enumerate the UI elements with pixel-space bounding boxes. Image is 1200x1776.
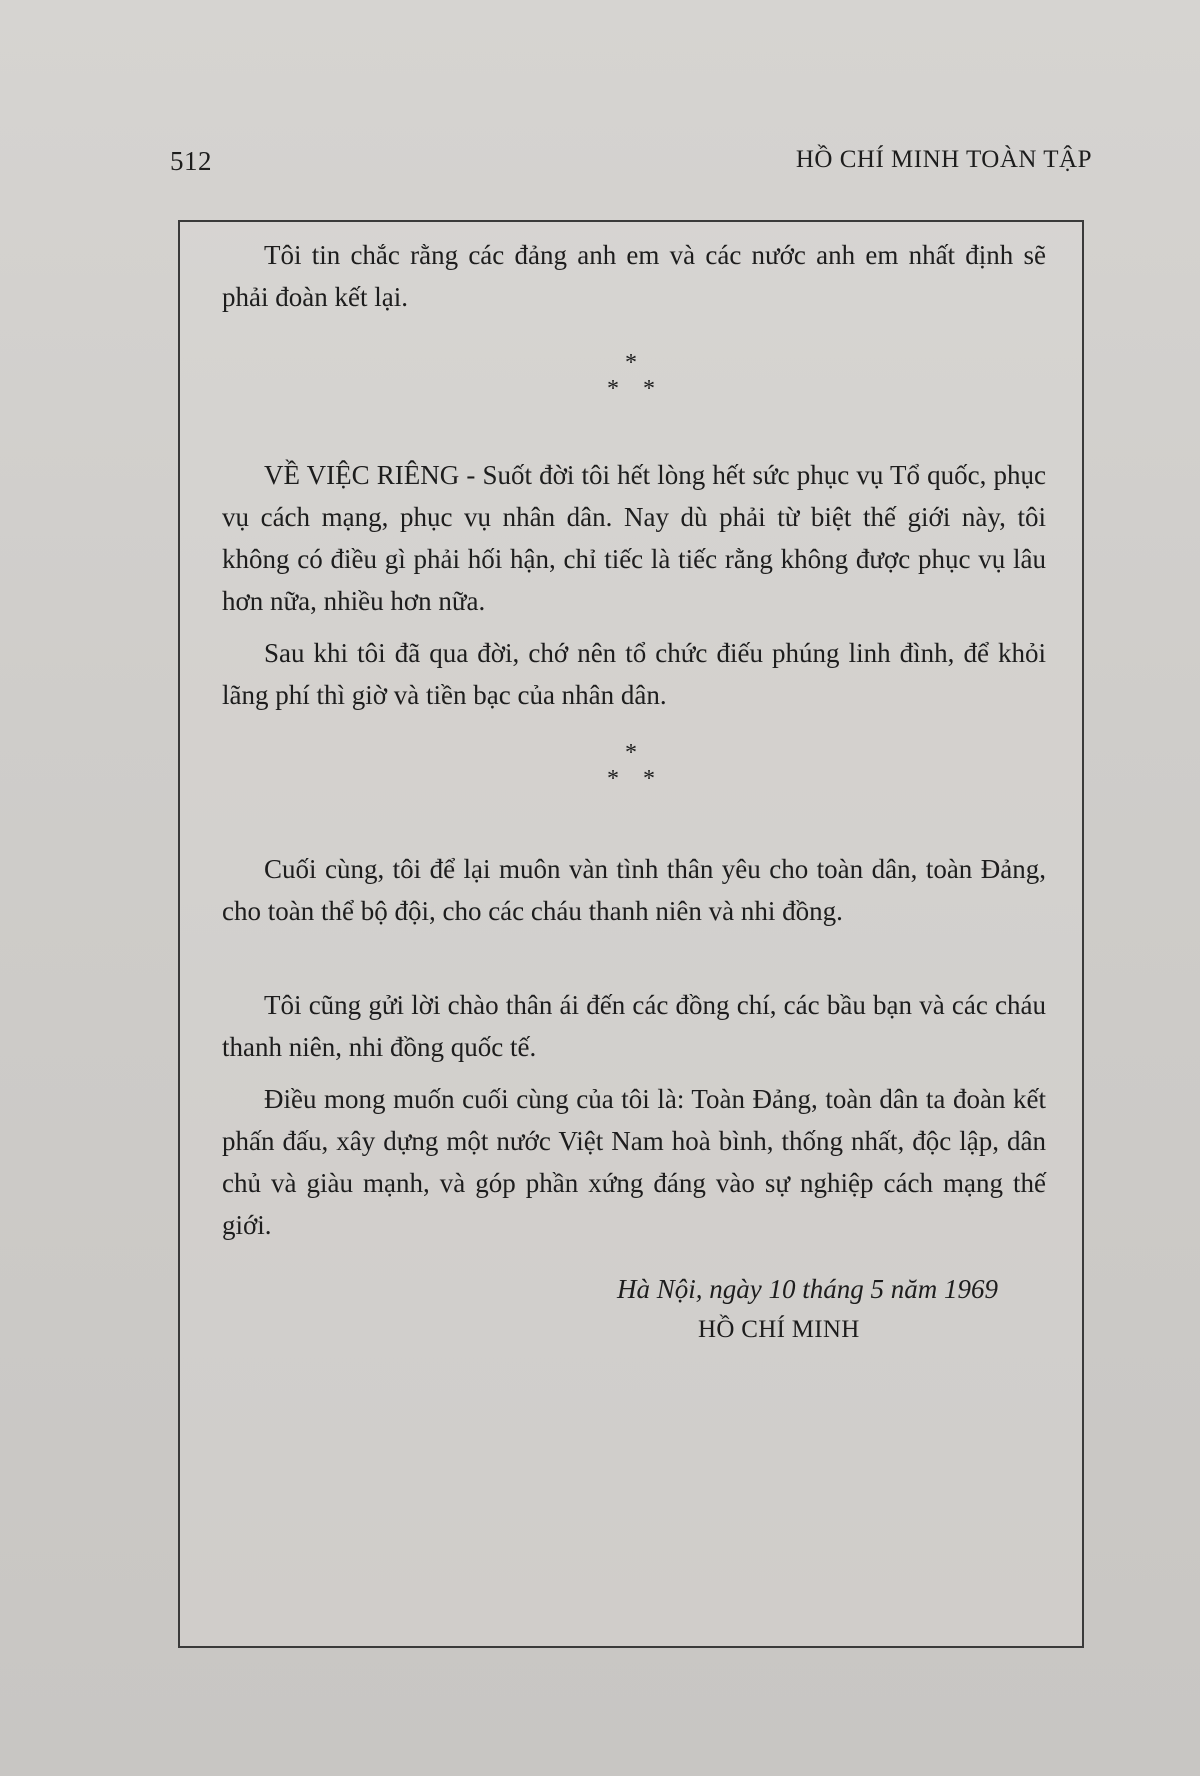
running-title: HỒ CHÍ MINH TOÀN TẬP — [795, 146, 1092, 173]
separator-stars: * * * — [607, 740, 655, 792]
paragraph: Cuối cùng, tôi để lại muôn vàn tình thân yêu cho toàn dân, toàn Đảng, cho toàn thể bộ đội, cho các cháu thanh niên và nhi đồng. — [222, 854, 1046, 926]
paragraph: Tôi cũng gửi lời chào thân ái đến các đồng chí, các bầu bạn và các cháu thanh niên, nhi đồng quốc tế. — [222, 990, 1046, 1062]
signature: HỒ CHÍ MINH — [698, 1316, 860, 1343]
paragraph-private-matters: VỀ VIỆC RIÊNG - Suốt đời tôi hết lòng hết sức phục vụ Tổ quốc, phục vụ cách mạng, phục vụ nhân dân. Nay dù phải từ biệt thế giới này, tôi không có điều gì phải hối hận, chỉ tiếc là tiếc rằng không được phục vụ lâu hơn nữa, nhiều hơn nữa. — [222, 460, 1046, 616]
separator-stars: * * * — [607, 350, 655, 402]
paragraph: Sau khi tôi đã qua đời, chớ nên tổ chức điếu phúng linh đình, để khỏi lãng phí thì giờ và tiền bạc của nhân dân. — [222, 638, 1046, 710]
page-number: 512 — [170, 146, 212, 176]
testament-box — [178, 220, 1084, 1648]
paragraph: Điều mong muốn cuối cùng của tôi là: Toàn Đảng, toàn dân ta đoàn kết phấn đấu, xây dựng một nước Việt Nam hoà bình, thống nhất, độc lập, dân chủ và giàu mạnh, và góp phần xứng đáng vào sự nghiệp cách mạng thế giới. — [222, 1084, 1046, 1240]
paragraph: Tôi tin chắc rằng các đảng anh em và các nước anh em nhất định sẽ phải đoàn kết lại. — [222, 240, 1046, 312]
place-date: Hà Nội, ngày 10 tháng 5 năm 1969 — [617, 1274, 998, 1304]
